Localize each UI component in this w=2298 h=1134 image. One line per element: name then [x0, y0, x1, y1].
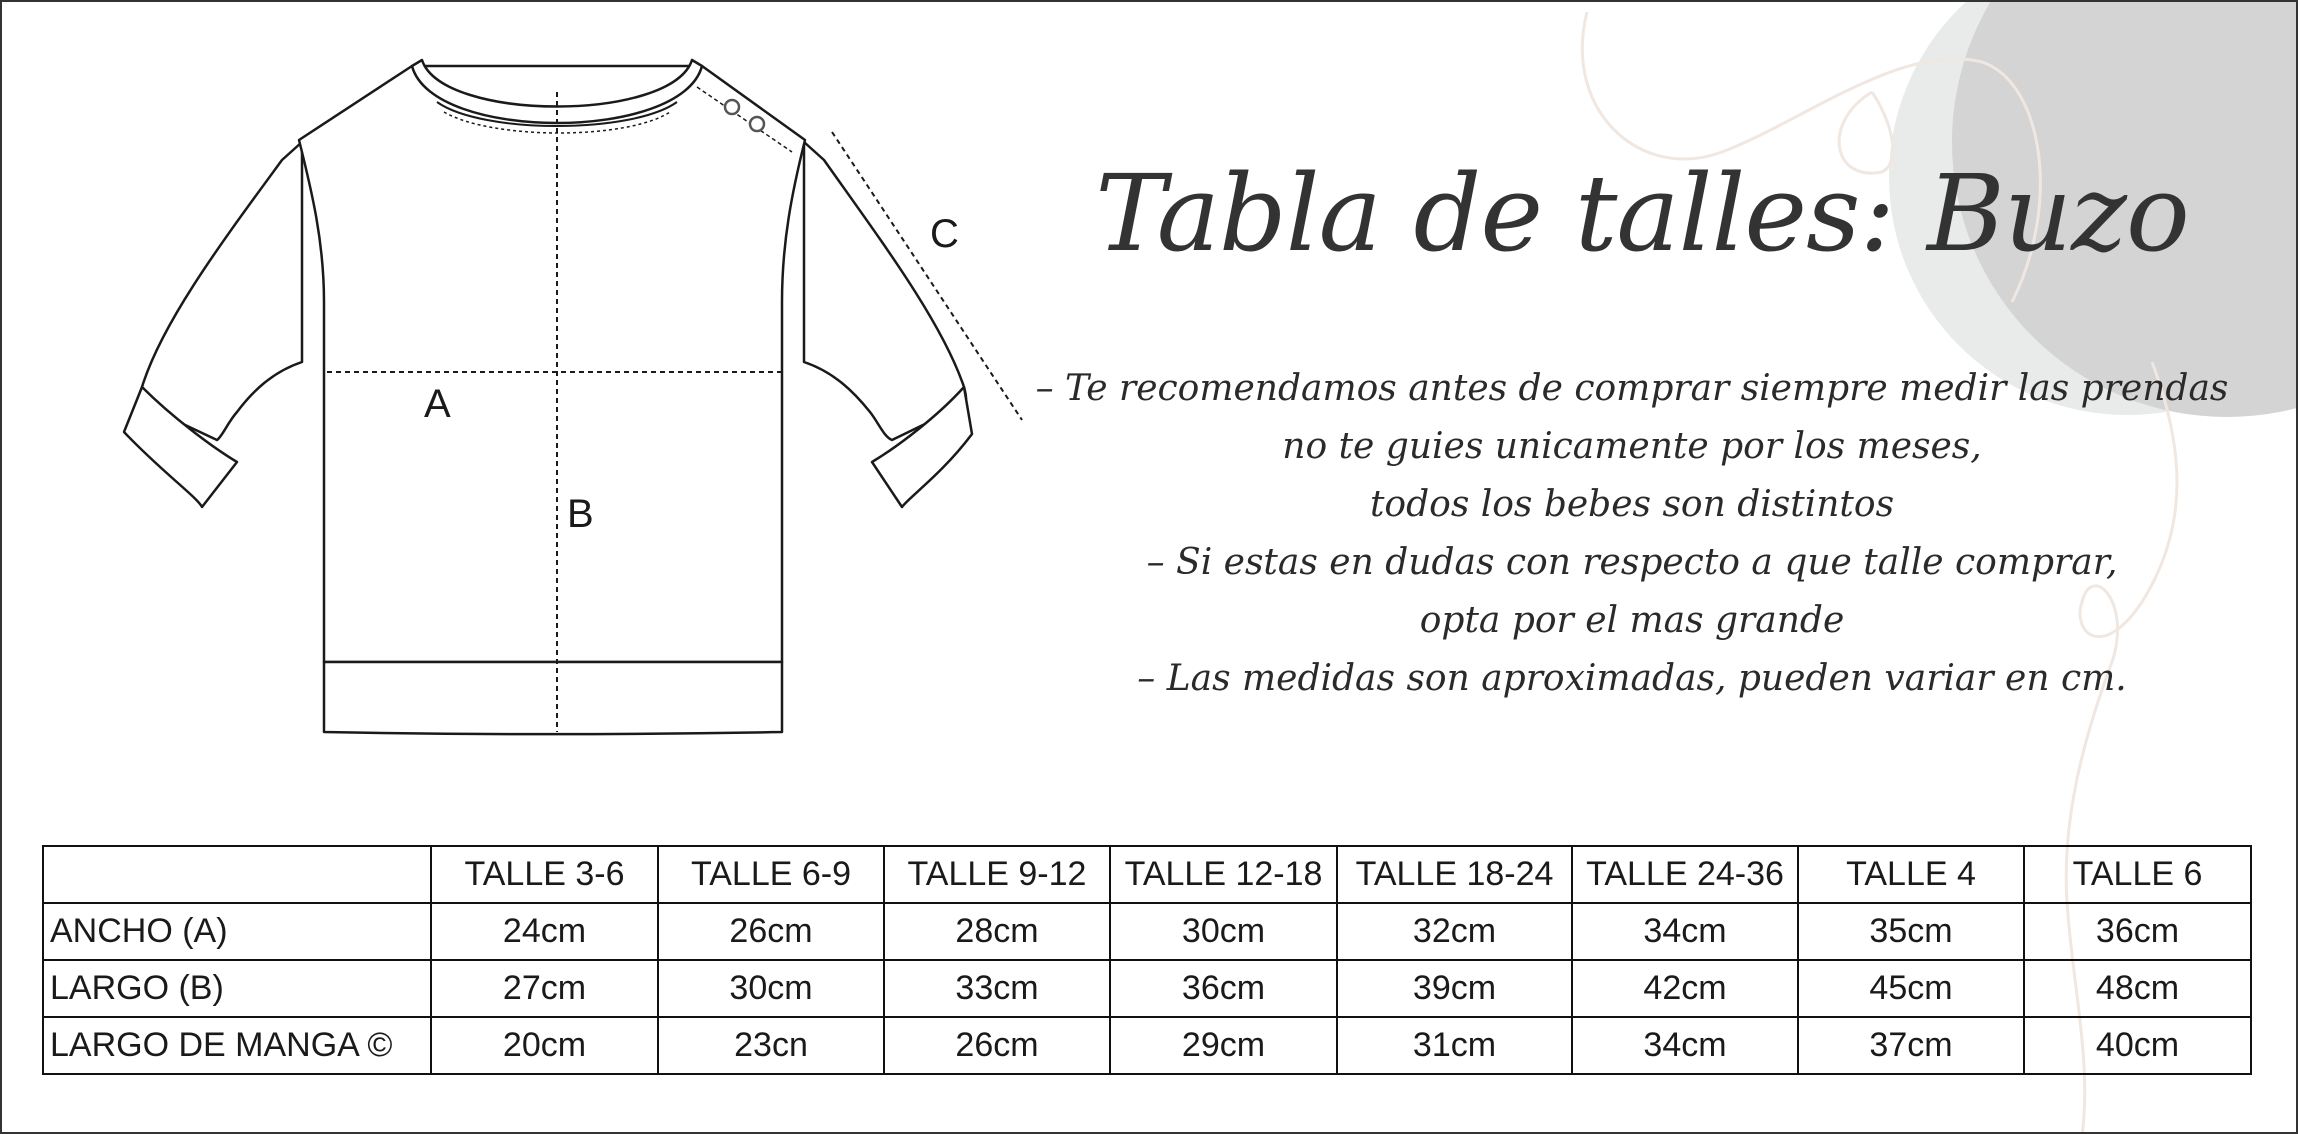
sweater-body — [299, 66, 805, 662]
row-label: LARGO DE MANGA © — [43, 1017, 431, 1074]
table-cell: 23cn — [658, 1017, 884, 1074]
table-row — [43, 960, 2251, 1017]
table-cell: 26cm — [884, 1017, 1110, 1074]
snap-button-1 — [725, 100, 739, 114]
sweater-diagram — [102, 42, 1062, 762]
recommendation-notes — [1032, 360, 2232, 708]
table-cell: 20cm — [431, 1017, 658, 1074]
left-sleeve — [140, 142, 302, 440]
hem-band — [324, 662, 782, 734]
table-cell: 40cm — [2024, 1017, 2251, 1074]
table-row — [43, 1017, 2251, 1074]
column-header: TALLE 12-18 — [1110, 846, 1337, 903]
page-title: Tabla de talles: Buzo — [1095, 152, 2189, 275]
table-cell: 33cm — [884, 960, 1110, 1017]
column-header: TALLE 9-12 — [884, 846, 1110, 903]
label-c: C — [930, 212, 959, 256]
table-cell: 27cm — [431, 960, 658, 1017]
note-line: – Si estas en dudas con respecto a que talle comprar, — [1146, 542, 2118, 583]
table-cell: 34cm — [1572, 903, 1798, 960]
note-line: – Las medidas son aproximadas, pueden variar en cm. — [1137, 658, 2127, 699]
note-line: opta por el mas grande — [1419, 600, 1845, 641]
note-line: no te guies unicamente por los meses, — [1282, 426, 1982, 467]
label-b: B — [567, 492, 594, 536]
table-cell: 29cm — [1110, 1017, 1337, 1074]
table-cell: 34cm — [1572, 1017, 1798, 1074]
note-line: todos los bebes son distintos — [1369, 484, 1895, 525]
column-header: TALLE 4 — [1798, 846, 2024, 903]
column-header: TALLE 6 — [2024, 846, 2251, 903]
column-header: TALLE 6-9 — [658, 846, 884, 903]
column-header: TALLE 18-24 — [1337, 846, 1572, 903]
row-label: LARGO (B) — [43, 960, 431, 1017]
table-cell: 39cm — [1337, 960, 1572, 1017]
column-header: TALLE 3-6 — [431, 846, 658, 903]
table-cell: 24cm — [431, 903, 658, 960]
label-a: A — [424, 382, 451, 426]
row-label: ANCHO (A) — [43, 903, 431, 960]
table-cell: 28cm — [884, 903, 1110, 960]
column-header: TALLE 24-36 — [1572, 846, 1798, 903]
table-cell: 30cm — [658, 960, 884, 1017]
snap-button-2 — [750, 117, 764, 131]
table-cell: 42cm — [1572, 960, 1798, 1017]
table-row — [43, 903, 2251, 960]
table-cell: 37cm — [1798, 1017, 2024, 1074]
table-cell: 45cm — [1798, 960, 2024, 1017]
table-cell: 32cm — [1337, 903, 1572, 960]
table-cell: 26cm — [658, 903, 884, 960]
table-corner-cell — [43, 846, 431, 903]
table-cell: 30cm — [1110, 903, 1337, 960]
table-cell: 31cm — [1337, 1017, 1572, 1074]
table-cell: 36cm — [2024, 903, 2251, 960]
size-table — [42, 845, 2252, 1075]
table-cell: 35cm — [1798, 903, 2024, 960]
table-header-row — [43, 846, 2251, 903]
right-sleeve — [804, 142, 966, 440]
note-line: – Te recomendamos antes de comprar siempre medir las prendas — [1035, 368, 2229, 409]
table-cell: 36cm — [1110, 960, 1337, 1017]
table-cell: 48cm — [2024, 960, 2251, 1017]
